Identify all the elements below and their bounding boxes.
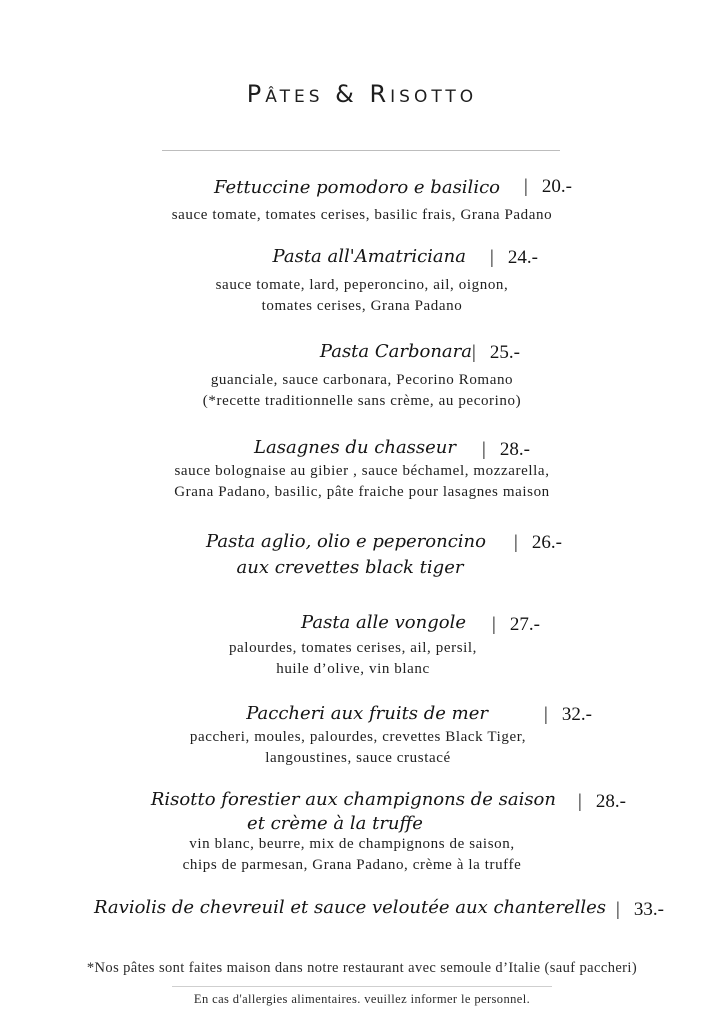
dish-price — [616, 898, 664, 922]
price-separator: | — [544, 704, 548, 725]
dish-price — [492, 613, 540, 637]
price-value: 32.- — [561, 704, 592, 725]
dish-price — [544, 703, 592, 727]
footnote: *Nos pâtes sont faites maison dans notre restaurant avec semoule d’Italie (sauf paccheri) — [86, 960, 638, 976]
dish-name: et crème à la truffe — [247, 813, 423, 834]
price-value: 33.- — [633, 899, 664, 920]
dish-price — [482, 438, 530, 462]
dish-description: sauce tomate, lard, peperoncino, ail, oignon, — [215, 277, 509, 293]
dish-name: Lasagnes du chasseur — [254, 437, 456, 458]
price-separator: | — [482, 439, 486, 460]
dish-name: aux crevettes black tiger — [236, 557, 464, 578]
menu-title: Pâtes & Risotto — [246, 80, 478, 108]
dish-description: chips de parmesan, Grana Padano, crème à la truffe — [182, 857, 522, 873]
price-value: 28.- — [595, 791, 626, 812]
price-value: 25.- — [489, 342, 520, 363]
allergy-note: En cas d'allergies alimentaires. veuillez informer le personnel. — [193, 992, 531, 1006]
dish-price — [490, 246, 538, 270]
dish-price — [514, 531, 562, 555]
price-separator: | — [490, 247, 494, 268]
dish-description: vin blanc, beurre, mix de champignons de saison, — [189, 836, 515, 852]
dish-price — [578, 790, 626, 814]
dish-name: Risotto forestier aux champignons de saison — [150, 789, 556, 810]
dish-description: langoustines, sauce crustacé — [265, 750, 451, 766]
dish-description: paccheri, moules, palourdes, crevettes Black Tiger, — [189, 729, 527, 745]
dish-description: Grana Padano, basilic, pâte fraiche pour lasagnes maison — [174, 484, 550, 500]
title-divider — [162, 150, 560, 151]
dish-description: tomates cerises, Grana Padano — [261, 298, 463, 314]
dish-name: Raviolis de chevreuil et sauce veloutée aux chanterelles — [93, 897, 606, 918]
dish-description: sauce bolognaise au gibier , sauce béchamel, mozzarella, — [174, 463, 550, 479]
dish-name: Paccheri aux fruits de mer — [246, 703, 488, 724]
price-value: 27.- — [509, 614, 540, 635]
dish-price — [472, 341, 520, 365]
dish-price — [524, 175, 572, 199]
dish-name: Pasta aglio, olio e peperoncino — [206, 531, 486, 552]
price-separator: | — [578, 791, 582, 812]
price-separator: | — [616, 899, 620, 920]
price-separator: | — [492, 614, 496, 635]
dish-description: guanciale, sauce carbonara, Pecorino Romano — [210, 372, 514, 388]
dish-name: Pasta Carbonara — [319, 341, 472, 362]
dish-name: Pasta all'Amatriciana — [272, 246, 466, 267]
price-separator: | — [524, 176, 528, 197]
dish-description: (*recette traditionnelle sans crème, au pecorino) — [202, 393, 522, 409]
dish-name: Pasta alle vongole — [301, 612, 466, 633]
price-value: 24.- — [507, 247, 538, 268]
price-separator: | — [514, 532, 518, 553]
price-value: 26.- — [531, 532, 562, 553]
dish-description: huile d’olive, vin blanc — [276, 661, 430, 677]
price-value: 28.- — [499, 439, 530, 460]
footer-divider — [172, 986, 552, 987]
dish-name: Fettuccine pomodoro e basilico — [214, 177, 500, 198]
price-value: 20.- — [541, 176, 572, 197]
dish-description: palourdes, tomates cerises, ail, persil, — [228, 640, 478, 656]
dish-description: sauce tomate, tomates cerises, basilic frais, Grana Padano — [171, 207, 553, 223]
price-separator: | — [472, 342, 476, 363]
